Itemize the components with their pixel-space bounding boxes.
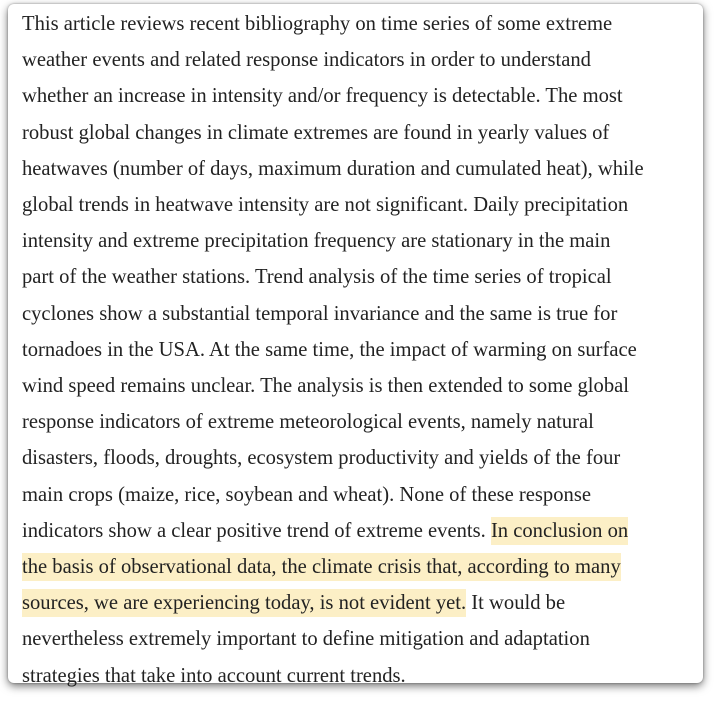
abstract-line: part of the weather stations. Trend analysis of the time series of tropical xyxy=(22,266,612,289)
abstract-card xyxy=(8,4,703,687)
abstract-line: robust global changes in climate extremes are found in yearly values of xyxy=(22,121,610,144)
abstract-paragraph xyxy=(22,6,703,694)
abstract-line: cyclones show a substantial temporal invariance and the same is true for xyxy=(22,302,618,325)
highlighted-sentence: sources, we are experiencing today, is not evident yet. xyxy=(22,589,466,617)
abstract-line: weather events and related response indicators in order to understand xyxy=(22,49,591,72)
abstract-line: strategies that take into account current trends. xyxy=(22,664,406,687)
abstract-line: indicators show a clear positive trend of extreme events. xyxy=(22,519,486,542)
abstract-line: wind speed remains unclear. The analysis is then extended to some global xyxy=(22,375,629,398)
abstract-line: It would be xyxy=(471,592,566,615)
highlighted-sentence: In conclusion on xyxy=(491,517,628,545)
highlighted-sentence: the basis of observational data, the climate crisis that, according to many xyxy=(22,553,621,581)
abstract-line: global trends in heatwave intensity are not significant. Daily precipitation xyxy=(22,194,629,217)
abstract-line: intensity and extreme precipitation frequency are stationary in the main xyxy=(22,230,611,253)
abstract-line: tornadoes in the USA. At the same time, the impact of warming on surface xyxy=(22,338,637,361)
abstract-line: nevertheless extremely important to define mitigation and adaptation xyxy=(22,628,590,651)
abstract-line: whether an increase in intensity and/or frequency is detectable. The most xyxy=(22,85,623,108)
abstract-line: This article reviews recent bibliography on time series of some extreme xyxy=(22,13,613,35)
abstract-line: heatwaves (number of days, maximum duration and cumulated heat), while xyxy=(22,157,644,180)
abstract-line: response indicators of extreme meteorological events, namely natural xyxy=(22,411,594,434)
abstract-line: disasters, floods, droughts, ecosystem productivity and yields of the four xyxy=(22,447,621,470)
abstract-line: main crops (maize, rice, soybean and wheat). None of these response xyxy=(22,483,591,506)
